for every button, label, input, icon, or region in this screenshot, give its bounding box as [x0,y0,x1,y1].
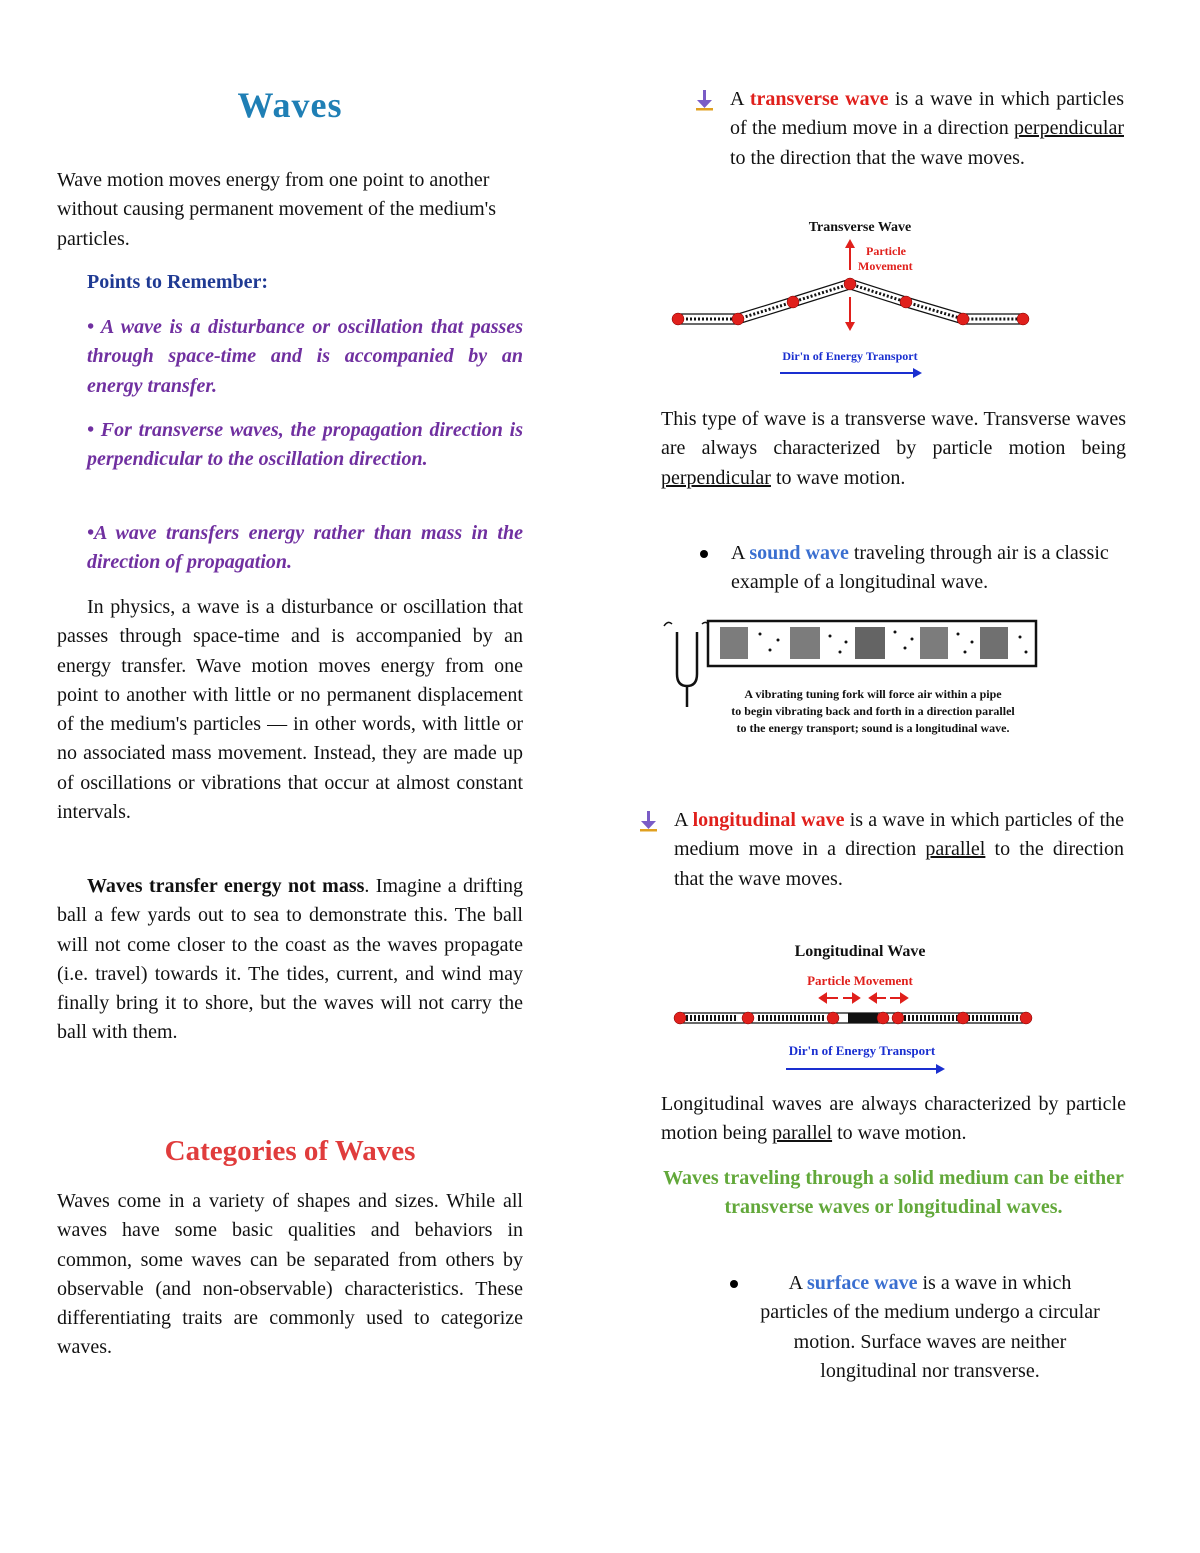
point-item-1: • A wave is a disturbance or oscillation that passes through space-time and is accompanied by an energy transfer. [87,316,523,397]
point-item-2: • For transverse waves, the propagation direction is perpendicular to the oscillation direction. [87,419,523,471]
longitudinal-term: longitudinal wave [692,809,845,831]
transverse-diagram-title: Transverse Wave [808,220,912,235]
physics-paragraph: In physics, a wave is a disturbance or oscillation that passes through space-time and is accompanied by an energy transfer. Wave motion moves energy from one point to another with little or no permanent displacement of the medium's particles — in other words, with little or no associated mass movement. Instead, they are made up of oscillations or vibrations that occur at almost constant intervals. [57,596,523,824]
tuning-fork-diagram [660,612,1045,742]
transverse-term: transverse wave [749,88,889,110]
categories-paragraph: Waves come in a variety of shapes and sizes. While all waves have some basic qualities and behaviors in common, some waves can be separated from others by observable (and non-observable) characteristics. These differentiating traits are commonly used to categorize waves. [57,1190,523,1359]
surface-definition: A surface wave is a wave in which particles of the medium undergo a circular motion. Surface waves are neither longitudinal nor transverse. [760,1272,1100,1382]
down-arrow-icon [692,88,716,112]
intro-paragraph: Wave motion moves energy from one point to another without causing permanent movement of the medium's particles. [57,169,497,250]
longitudinal-particle-label: Particle Movement [807,973,913,988]
categories-title: Categories of Waves [164,1135,416,1167]
particle-label-2: Movement [858,259,913,273]
page-title: Waves [237,85,343,125]
sound-caption-1: A vibrating tuning fork will force air within a pipe [744,687,1002,701]
particle-label-1: Particle [866,244,906,258]
sound-caption-2: to begin vibrating back and forth in a direction parallel [731,704,1015,718]
transverse-energy-label: Dir'n of Energy Transport [782,349,918,363]
transverse-definition: A transverse wave is a wave in which particles of the medium move in a direction perpendicular to the direction that the wave moves. [730,88,1124,169]
transverse-wave-diagram [668,212,1038,382]
point-item-3: •A wave transfers energy rather than mass in the direction of propagation. [87,522,523,574]
sound-caption-3: to the energy transport; sound is a longitudinal wave. [736,721,1010,735]
surface-term: surface wave [806,1272,918,1294]
tuning-fork-icon [677,632,697,707]
mass-rest: . Imagine a drifting ball a few yards out to sea to demonstrate this. The ball will not come closer to the coast as the waves propagate (i.e. travel) towards it. The tides, current, and wind may finally bring it to shore, but the waves will not carry the ball with them. [57,875,523,1044]
down-arrow-icon [636,809,660,833]
longitudinal-char-paragraph: Longitudinal waves are always characterized by particle motion being parallel to wave motion. [661,1093,1126,1145]
sound-definition: A sound wave traveling through air is a classic example of a longitudinal wave. [731,542,1109,594]
solid-medium-note: Waves traveling through a solid medium can be either transverse waves or longitudinal waves. [663,1167,1124,1219]
longitudinal-wave-diagram [668,935,1038,1080]
longitudinal-definition: A longitudinal wave is a wave in which particles of the medium move in a direction parallel to the direction that the wave moves. [674,809,1125,890]
longitudinal-energy-label: Dir'n of Energy Transport [788,1043,936,1058]
bullet-dot [730,1280,738,1288]
sound-term: sound wave [749,542,849,564]
mass-paragraph [57,872,523,1048]
transverse-type-paragraph: This type of wave is a transverse wave. Transverse waves are always characterized by particle motion being perpendicular to wave motion. [661,408,1126,489]
mass-bold: Waves transfer energy not mass [87,875,365,897]
points-heading: Points to Remember: [87,271,269,293]
bullet-dot [700,550,708,558]
longitudinal-diagram-title: Longitudinal Wave [794,943,926,960]
